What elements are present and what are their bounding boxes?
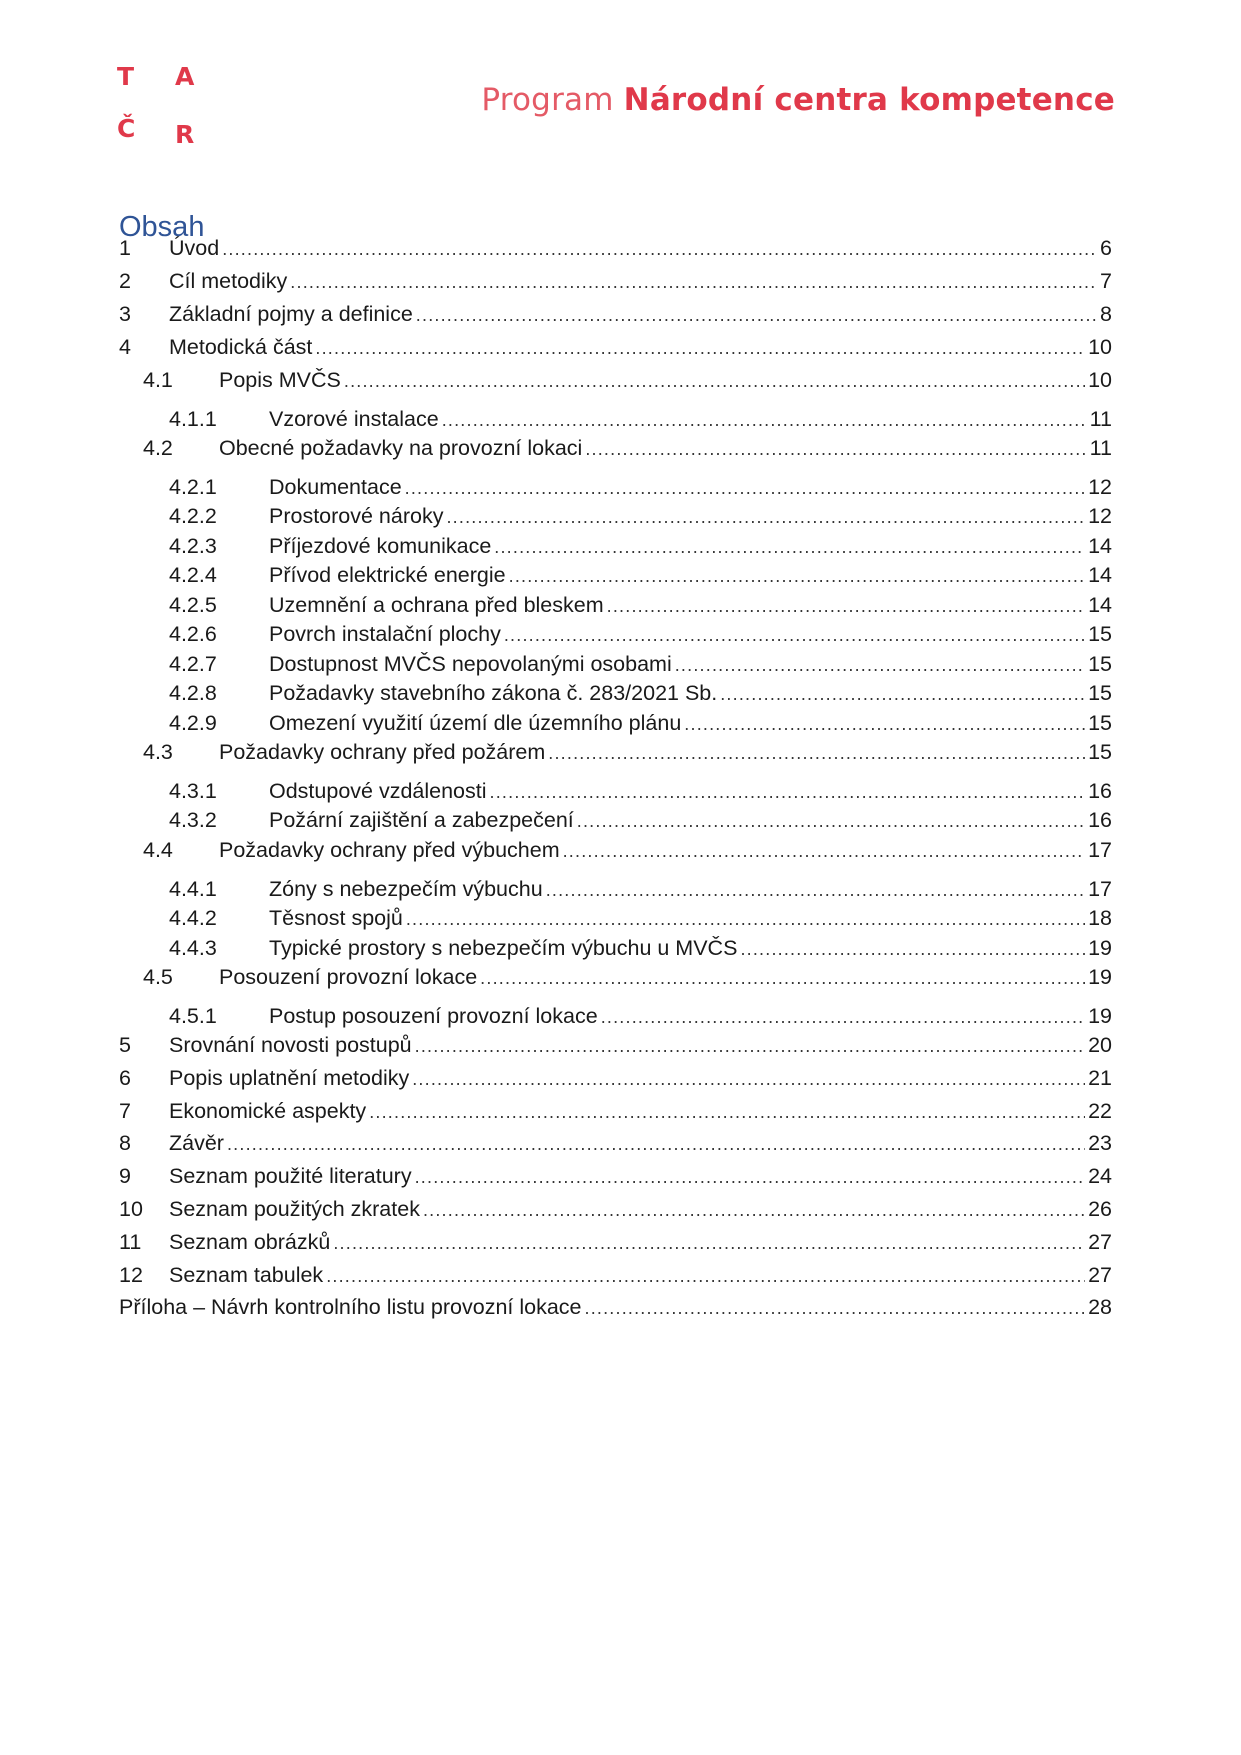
toc-entry-title: Povrch instalační plochy xyxy=(269,622,501,646)
toc-leader-dots xyxy=(601,1003,1085,1031)
toc-entry-page: 22 xyxy=(1088,1099,1112,1123)
toc-entry-number: 4.2.4 xyxy=(169,563,217,587)
toc-entry-title: Základní pojmy a definice xyxy=(169,302,413,326)
toc-entry-number: 1 xyxy=(119,236,131,260)
toc-leader-dots xyxy=(546,876,1085,904)
toc-entry-page: 21 xyxy=(1088,1066,1112,1090)
toc-entry-number: 4.2.2 xyxy=(169,504,217,528)
toc-entry[interactable] xyxy=(119,1097,1112,1126)
toc-entry-number: 4.2.1 xyxy=(169,475,217,499)
toc-entry[interactable] xyxy=(119,267,1112,296)
toc-entry[interactable] xyxy=(169,532,1112,561)
toc-leader-dots xyxy=(227,1130,1085,1158)
toc-entry-title: Seznam obrázků xyxy=(169,1230,331,1254)
toc-entry[interactable] xyxy=(169,777,1112,806)
toc-entry-title: Vzorové instalace xyxy=(269,407,439,431)
toc-entry-title: Seznam použitých zkratek xyxy=(169,1197,420,1221)
toc-entry-number: 2 xyxy=(119,269,131,293)
toc-entry-page: 16 xyxy=(1088,779,1112,803)
toc-entry-number: 4.4 xyxy=(143,838,173,862)
toc-entry-number: 4.2.8 xyxy=(169,681,217,705)
toc-entry-page: 6 xyxy=(1100,236,1112,260)
toc-entry-page: 19 xyxy=(1088,965,1112,989)
toc-entry-page: 14 xyxy=(1088,593,1112,617)
logo-letter: A xyxy=(175,62,195,91)
toc-entry-number: 12 xyxy=(119,1263,143,1287)
toc-entry[interactable] xyxy=(169,904,1112,933)
toc-leader-dots xyxy=(494,533,1085,561)
toc-entry-title: Příjezdové komunikace xyxy=(269,534,492,558)
toc-entry-title: Požadavky stavebního zákona č. 283/2021 Sb. xyxy=(269,681,718,705)
toc-entry[interactable] xyxy=(143,434,1112,463)
toc-entry-title: Úvod xyxy=(169,236,220,260)
toc-entry-title: Těsnost spojů xyxy=(269,906,403,930)
program-label: Program xyxy=(481,82,614,118)
toc-entry-number: 4 xyxy=(119,335,131,359)
toc-entry-title: Obecné požadavky na provozní lokaci xyxy=(219,436,583,460)
toc-leader-dots xyxy=(423,1196,1085,1224)
toc-entry-title: Požadavky ochrany před požárem xyxy=(219,740,546,764)
toc-entry-number: 4.1.1 xyxy=(169,407,217,431)
toc-entry-title: Posouzení provozní lokace xyxy=(219,965,478,989)
toc-entry[interactable] xyxy=(119,1228,1112,1257)
toc-leader-dots xyxy=(563,837,1085,865)
toc-entry[interactable] xyxy=(169,620,1112,649)
toc-entry-page: 27 xyxy=(1088,1230,1112,1254)
toc-entry[interactable] xyxy=(119,1064,1112,1093)
toc-entry[interactable] xyxy=(119,300,1112,329)
tacr-logo xyxy=(117,58,207,148)
toc-entry-page: 15 xyxy=(1088,652,1112,676)
toc-entry-number: 11 xyxy=(119,1230,142,1254)
toc-leader-dots xyxy=(490,778,1086,806)
toc-entry-title: Přívod elektrické energie xyxy=(269,563,506,587)
toc-title: Obsah xyxy=(119,211,205,243)
toc-entry-page: 15 xyxy=(1088,740,1112,764)
toc-leader-dots xyxy=(369,1098,1085,1126)
toc-leader-dots xyxy=(222,235,1097,263)
toc-leader-dots xyxy=(504,621,1085,649)
toc-entry-page: 11 xyxy=(1089,407,1112,431)
toc-entry-page: 26 xyxy=(1088,1197,1112,1221)
toc-entry[interactable] xyxy=(169,561,1112,590)
toc-entry-title: Postup posouzení provozní lokace xyxy=(269,1004,598,1028)
toc-entry-page: 18 xyxy=(1088,906,1112,930)
toc-entry-number: 4.3.2 xyxy=(169,808,217,832)
toc-entry-number: 4.2.7 xyxy=(169,652,217,676)
toc-entry[interactable] xyxy=(119,1195,1112,1224)
toc-entry-page: 28 xyxy=(1088,1295,1112,1319)
toc-entry[interactable] xyxy=(169,405,1112,434)
toc-entry-title: Popis uplatnění metodiky xyxy=(169,1066,410,1090)
toc-entry[interactable] xyxy=(169,650,1112,679)
toc-entry-title: Závěr xyxy=(169,1131,224,1155)
toc-entry-title: Srovnání novosti postupů xyxy=(169,1033,412,1057)
toc-entry-number: 7 xyxy=(119,1099,131,1123)
toc-entry-page: 15 xyxy=(1088,711,1112,735)
toc-entry-page: 8 xyxy=(1100,302,1112,326)
toc-entry-number: 4.2.3 xyxy=(169,534,217,558)
toc-leader-dots xyxy=(585,435,1086,463)
toc-entry[interactable] xyxy=(119,1129,1112,1158)
toc-entry-title: Dokumentace xyxy=(269,475,402,499)
toc-entry-title: Požadavky ochrany před výbuchem xyxy=(219,838,560,862)
toc-leader-dots xyxy=(344,367,1085,395)
toc-entry-page: 20 xyxy=(1088,1033,1112,1057)
toc-entry-number: 10 xyxy=(119,1197,143,1221)
toc-entry-page: 12 xyxy=(1088,504,1112,528)
toc-entry[interactable] xyxy=(143,738,1112,767)
toc-entry-page: 17 xyxy=(1088,877,1112,901)
toc-leader-dots xyxy=(585,1294,1086,1322)
toc-entry[interactable] xyxy=(119,1031,1112,1060)
toc-entry[interactable] xyxy=(169,875,1112,904)
toc-entry-page: 17 xyxy=(1088,838,1112,862)
toc-entry-title: Požární zajištění a zabezpečení xyxy=(269,808,574,832)
toc-leader-dots xyxy=(406,905,1085,933)
toc-leader-dots xyxy=(416,301,1097,329)
toc-entry[interactable] xyxy=(119,1293,1112,1322)
toc-entry-page: 15 xyxy=(1088,622,1112,646)
toc-entry-title: Typické prostory s nebezpečím výbuchu u MVČS xyxy=(269,936,738,960)
toc-entry-page: 7 xyxy=(1100,269,1112,293)
toc-leader-dots xyxy=(315,334,1085,362)
toc-entry[interactable] xyxy=(169,806,1112,835)
toc-entry-title: Zóny s nebezpečím výbuchu xyxy=(269,877,543,901)
toc-entry-number: 4.5.1 xyxy=(169,1004,217,1028)
logo-letter: R xyxy=(175,120,195,149)
toc-entry-page: 27 xyxy=(1088,1263,1112,1287)
toc-entry-page: 16 xyxy=(1088,808,1112,832)
logo-letter: T xyxy=(117,62,135,91)
toc-leader-dots xyxy=(509,562,1085,590)
toc-entry-page: 15 xyxy=(1088,681,1112,705)
toc-entry-title: Příloha – Návrh kontrolního listu provozní lokace xyxy=(119,1295,582,1319)
toc-entry-number: 3 xyxy=(119,302,131,326)
toc-entry-title: Uzemnění a ochrana před bleskem xyxy=(269,593,604,617)
toc-leader-dots xyxy=(333,1229,1085,1257)
toc-entry[interactable] xyxy=(169,934,1112,963)
toc-entry[interactable] xyxy=(143,836,1112,865)
toc-entry[interactable] xyxy=(169,591,1112,620)
toc-entry-title: Odstupové vzdálenosti xyxy=(269,779,487,803)
toc-entry-number: 4.2 xyxy=(143,436,173,460)
toc-leader-dots xyxy=(684,710,1085,738)
toc-entry-page: 24 xyxy=(1088,1164,1112,1188)
toc-entry-title: Seznam použité literatury xyxy=(169,1164,412,1188)
toc-entry-page: 11 xyxy=(1089,436,1112,460)
toc-entry[interactable] xyxy=(169,1002,1112,1031)
toc-entry-number: 4.3.1 xyxy=(169,779,217,803)
toc-entry-page: 14 xyxy=(1088,563,1112,587)
toc-entry-number: 4.4.2 xyxy=(169,906,217,930)
toc-leader-dots xyxy=(415,1163,1085,1191)
toc-entry-page: 10 xyxy=(1088,335,1112,359)
toc-leader-dots xyxy=(326,1262,1085,1290)
toc-entry-number: 4.2.6 xyxy=(169,622,217,646)
toc-entry-page: 19 xyxy=(1088,1004,1112,1028)
toc-entry-number: 4.1 xyxy=(143,368,173,392)
toc-entry-number: 4.5 xyxy=(143,965,173,989)
toc-entry-number: 4.2.9 xyxy=(169,711,217,735)
toc-entry-title: Seznam tabulek xyxy=(169,1263,324,1287)
toc-entry[interactable] xyxy=(169,709,1112,738)
toc-entry-page: 23 xyxy=(1088,1131,1112,1155)
toc-leader-dots xyxy=(405,474,1085,502)
toc-entry-title: Popis MVČS xyxy=(219,368,341,392)
toc-entry-title: Omezení využití území dle územního plánu xyxy=(269,711,682,735)
program-header xyxy=(481,82,1115,118)
toc-entry-number: 8 xyxy=(119,1131,131,1155)
toc-leader-dots xyxy=(675,651,1085,679)
toc-entry-title: Dostupnost MVČS nepovolanými osobami xyxy=(269,652,672,676)
toc-entry[interactable] xyxy=(143,366,1112,395)
toc-leader-dots xyxy=(290,268,1097,296)
toc-entry-page: 19 xyxy=(1088,936,1112,960)
toc-leader-dots xyxy=(446,503,1085,531)
toc-entry-title: Cíl metodiky xyxy=(169,269,288,293)
toc-entry[interactable] xyxy=(119,234,1112,263)
toc-entry-title: Prostorové nároky xyxy=(269,504,444,528)
toc-entry-page: 10 xyxy=(1088,368,1112,392)
toc-entry-number: 4.3 xyxy=(143,740,173,764)
toc-entry[interactable] xyxy=(119,1261,1112,1290)
toc-entry-number: 4.4.1 xyxy=(169,877,217,901)
toc-entry[interactable] xyxy=(169,679,1112,708)
toc-entry-number: 4.2.5 xyxy=(169,593,217,617)
toc-leader-dots xyxy=(480,964,1085,992)
toc-leader-dots xyxy=(548,739,1085,767)
toc-entry-number: 9 xyxy=(119,1164,131,1188)
toc-leader-dots xyxy=(415,1032,1085,1060)
toc-entry-number: 5 xyxy=(119,1033,131,1057)
program-name: Národní centra kompetence xyxy=(623,82,1115,118)
toc-entry[interactable] xyxy=(119,1162,1112,1191)
toc-entry-title: Ekonomické aspekty xyxy=(169,1099,367,1123)
toc-entry-page: 14 xyxy=(1088,534,1112,558)
toc-leader-dots xyxy=(740,935,1085,963)
toc-entry-page: 12 xyxy=(1088,475,1112,499)
toc-entry[interactable] xyxy=(143,963,1112,992)
toc-entry-title: Metodická část xyxy=(169,335,313,359)
toc-entry-number: 6 xyxy=(119,1066,131,1090)
toc-entry[interactable] xyxy=(169,502,1112,531)
toc-leader-dots xyxy=(577,807,1085,835)
toc-leader-dots xyxy=(720,680,1085,708)
toc-leader-dots xyxy=(412,1065,1085,1093)
toc-entry[interactable] xyxy=(119,333,1112,362)
logo-letter: Č xyxy=(117,114,136,143)
toc-leader-dots xyxy=(442,406,1087,434)
toc-entry-number: 4.4.3 xyxy=(169,936,217,960)
toc-entry[interactable] xyxy=(169,473,1112,502)
toc-leader-dots xyxy=(607,592,1085,620)
